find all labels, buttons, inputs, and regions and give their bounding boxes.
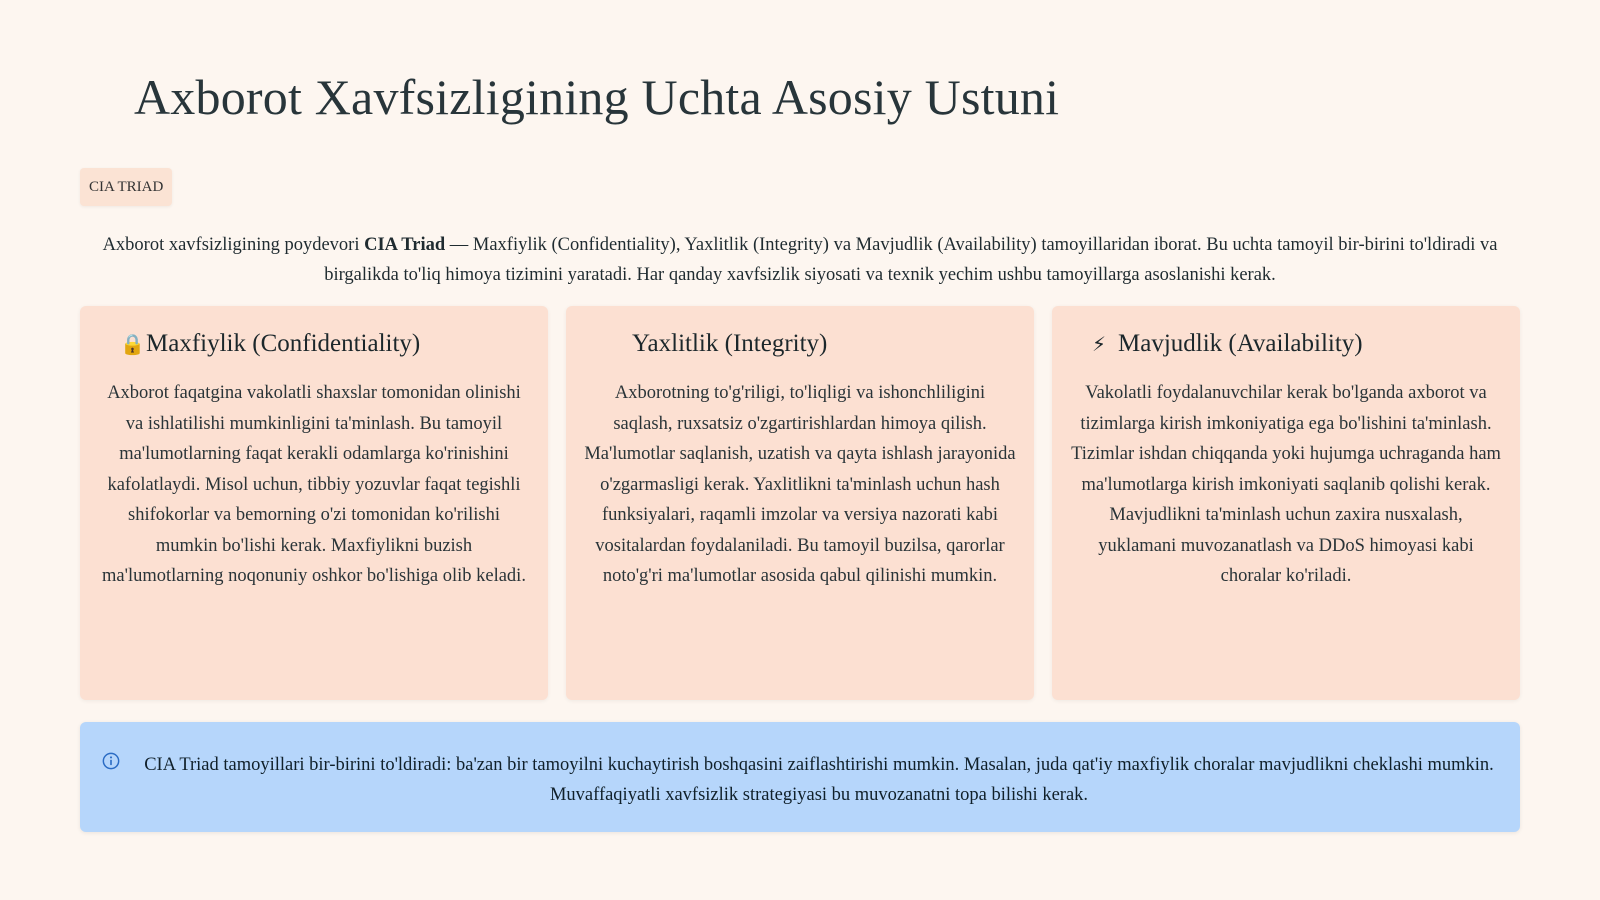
intro-text-before: Axborot xavfsizligining poydevori — [102, 235, 365, 255]
card-header — [1092, 330, 1363, 358]
card-title: Mavjudlik (Availability) — [1118, 330, 1363, 357]
card-body: Vakolatli foydalanuvchilar kerak bo'lganda axborot va tizimlarga kirish imkoniyatiga ega bo'lishini ta'minlash. Tizimlar ishdan chiqqanda yoki hujumga uchraganda ham ma'lumotlarga kirish imkoniyati saqlanib qolishi kerak. Mavjudlikni ta'minlash uchun zaxira nusxalash, yuklamani muvozanatlash va DDoS himoyasi kabi choralar ko'riladi. — [1071, 383, 1501, 586]
card-availability — [1052, 306, 1520, 700]
card-integrity — [566, 306, 1034, 700]
pillar-cards — [80, 306, 1520, 700]
intro-paragraph — [100, 230, 1500, 290]
info-note — [80, 722, 1520, 832]
card-header — [606, 330, 827, 358]
lightning-icon: ⚡ — [1092, 332, 1107, 356]
section-tag: CIA TRIAD — [80, 168, 172, 206]
intro-text-bold: CIA Triad — [364, 235, 446, 255]
info-note-text: CIA Triad tamoyillari bir-birini to'ldiradi: ba'zan bir tamoyilni kuchaytirish boshqasini zaiflashtirishi mumkin. Masalan, juda qat'iy maxfiylik choralar mavjudlikni cheklashi mumkin. Muvaffaqiyatli xavfsizlik strategiyasi bu muvozanatni topa bilishi kerak. — [144, 755, 1494, 805]
card-body: Axborot faqatgina vakolatli shaxslar tomonidan olinishi va ishlatilishi mumkinligini ta'minlash. Bu tamoyil ma'lumotlarning faqat kerakli odamlarga ko'rinishini kafolatlaydi. Misol uchun, tibbiy yozuvlar faqat tegishli shifokorlar va bemorning o'zi tomonidan ko'rilishi mumkin bo'lishi kerak. Maxfiylikni buzish ma'lumotlarning noqonuniy oshkor bo'lishiga olib keladi. — [102, 383, 526, 586]
card-header — [120, 330, 420, 358]
info-icon — [102, 752, 120, 770]
card-confidentiality — [80, 306, 548, 700]
card-title: Yaxlitlik (Integrity) — [632, 330, 828, 357]
lock-icon: 🔒 — [120, 332, 145, 356]
card-title: Maxfiylik (Confidentiality) — [146, 330, 421, 357]
intro-text-after: — Maxfiylik (Confidentiality), Yaxlitlik (Integrity) va Mavjudlik (Availability) tamoyillaridan iborat. Bu uchta tamoyil bir-birini to'ldiradi va birgalikda to'liq himoya tizimini yaratadi. Har qanday xavfsizlik siyosati va texnik yechim ushbu tamoyillarga asoslanishi kerak. — [324, 235, 1498, 285]
page-title: Axborot Xavfsizligining Uchta Asosiy Ustuni — [134, 69, 1060, 125]
card-body: Axborotning to'g'riligi, to'liqligi va ishonchliligini saqlash, ruxsatsiz o'zgartirishlardan himoya qilish. Ma'lumotlar saqlanish, uzatish va qayta ishlash jarayonida o'zgarmasligi kerak. Yaxlitlikni ta'minlash uchun hash funksiyalari, raqamli imzolar va versiya nazorati kabi vositalardan foydalaniladi. Bu tamoyil buzilsa, qarorlar noto'g'ri ma'lumotlar asosida qabul qilinishi mumkin. — [584, 383, 1016, 586]
